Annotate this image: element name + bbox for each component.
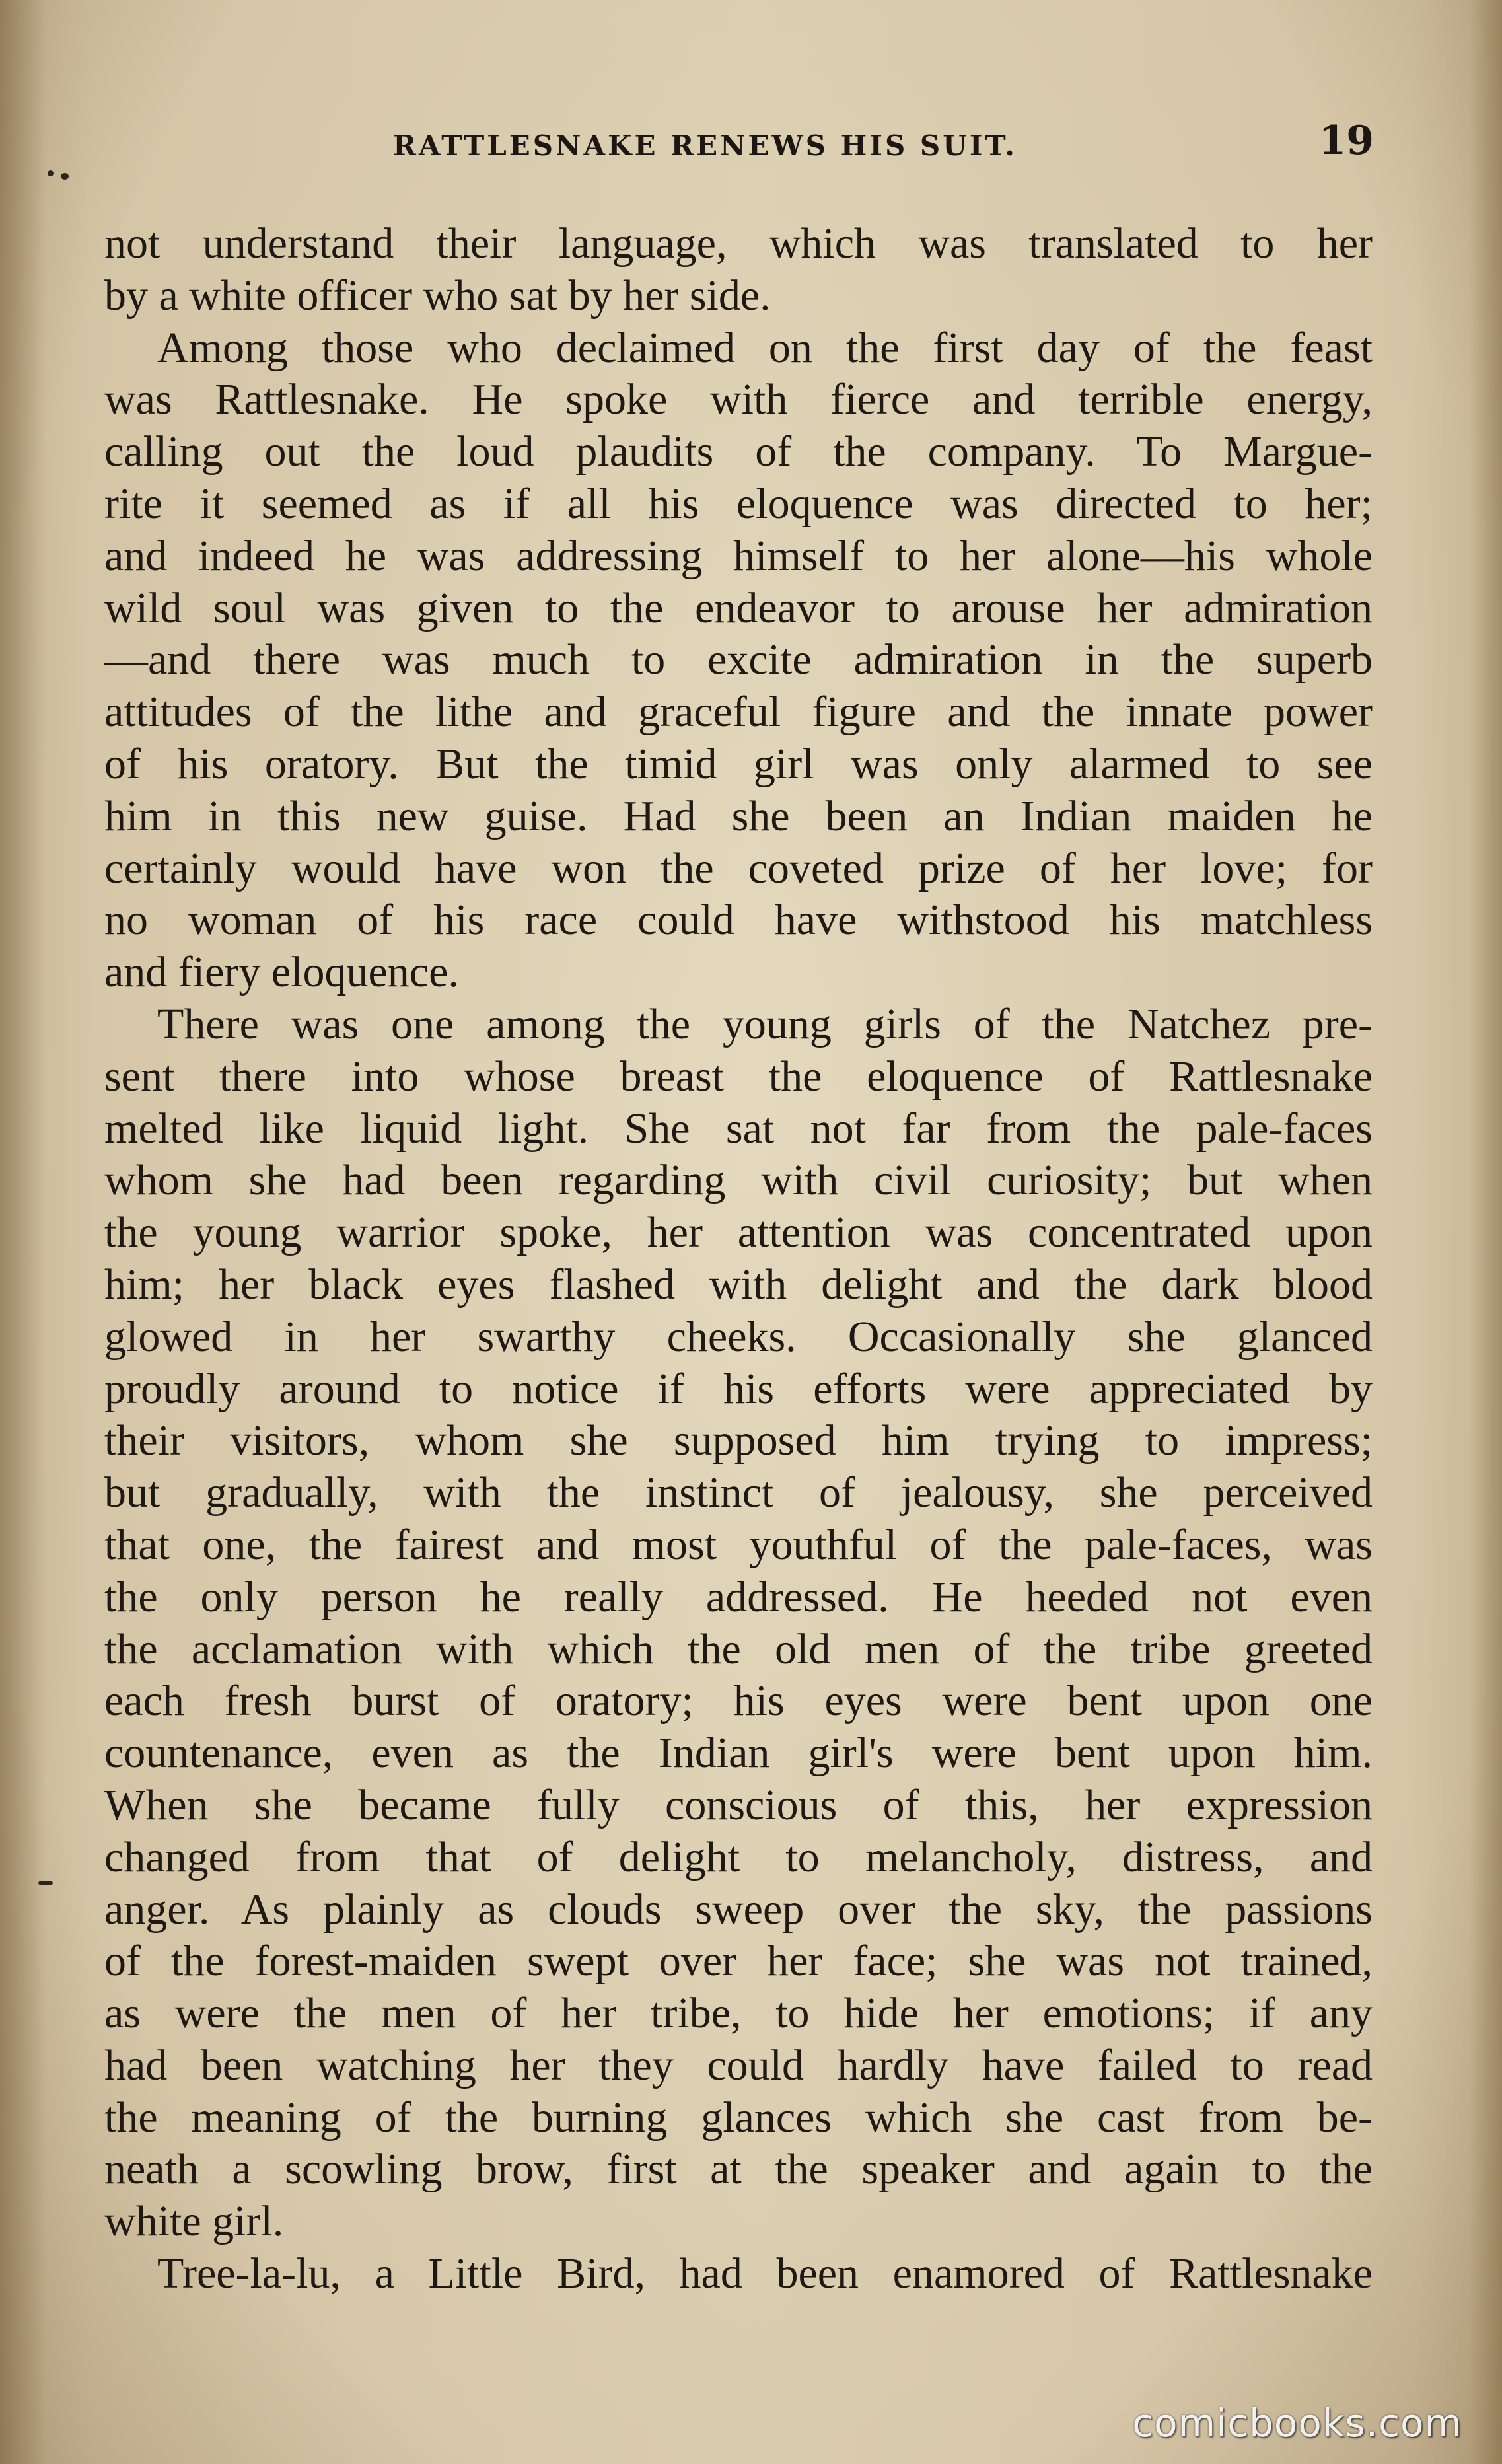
text-line: Among those who declaimed on the first day of the feast — [157, 323, 1373, 372]
text-line: sent there into whose breast the eloquence of Rattlesnake — [104, 1052, 1373, 1101]
text-line: whom she had been regarding with civil curiosity; but when — [104, 1156, 1373, 1205]
text-line: as were the men of her tribe, to hide her emotions; if any — [104, 1989, 1373, 2038]
text-line: the acclamation with which the old men of the tribe greeted — [104, 1624, 1373, 1673]
text-line: the only person he really addressed. He heeded not even — [104, 1572, 1373, 1621]
text-line: no woman of his race could have withstood his matchless — [104, 896, 1373, 945]
text-line: certainly would have won the coveted prize of her love; for — [104, 844, 1373, 892]
text-line: calling out the loud plaudits of the company. To Margue- — [104, 427, 1373, 476]
ink-speck — [48, 170, 54, 176]
text-line: their visitors, whom she supposed him trying to impress; — [104, 1416, 1373, 1465]
text-line: proudly around to notice if his efforts were appreciated by — [104, 1364, 1373, 1413]
text-line: glowed in her swarthy cheeks. Occasionally she glanced — [104, 1312, 1373, 1361]
text-line: There was one among the young girls of the Natchez pre- — [157, 999, 1373, 1048]
text-line: was Rattlesnake. He spoke with fierce and terrible energy, — [104, 375, 1373, 424]
ink-speck — [61, 173, 69, 180]
text-line: had been watching her they could hardly have failed to read — [104, 2041, 1373, 2089]
text-line: each fresh burst of oratory; his eyes were bent upon one — [104, 1677, 1373, 1725]
text-line: —and there was much to excite admiration in the superb — [104, 635, 1373, 684]
text-line: of the forest-maiden swept over her face; she was not trained, — [104, 1937, 1373, 1986]
text-line: neath a scowling brow, first at the speaker and again to the — [104, 2145, 1373, 2194]
text-line: white girl. — [104, 2197, 284, 2246]
text-line: him in this new guise. Had she been an Indian maiden he — [104, 791, 1373, 840]
text-line: not understand their language, which was translated to her — [104, 219, 1373, 268]
text-line: anger. As plainly as clouds sweep over the sky, the passions — [104, 1885, 1373, 1934]
ink-speck — [38, 1881, 53, 1885]
text-line: of his oratory. But the timid girl was only alarmed to see — [104, 739, 1373, 788]
text-line: by a white officer who sat by her side. — [104, 271, 771, 320]
watermark: comicbooks.com — [1132, 2401, 1462, 2446]
page-header — [106, 118, 1374, 177]
page-number: 19 — [1318, 118, 1374, 164]
running-head: RATTLESNAKE RENEWS HIS SUIT. — [393, 129, 1017, 162]
text-line: countenance, even as the Indian girl's were bent upon him. — [104, 1729, 1373, 1778]
text-line: the meaning of the burning glances which she cast from be- — [104, 2093, 1373, 2142]
spine-shadow — [0, 0, 46, 2464]
text-line: that one, the fairest and most youthful of the pale-faces, was — [104, 1520, 1373, 1569]
text-line: wild soul was given to the endeavor to arouse her admiration — [104, 583, 1373, 632]
page-edge-shadow — [1469, 0, 1502, 2464]
text-line: rite it seemed as if all his eloquence was directed to her; — [104, 479, 1373, 528]
text-line: the young warrior spoke, her attention was concentrated upon — [104, 1208, 1373, 1257]
text-line: melted like liquid light. She sat not far from the pale-faces — [104, 1104, 1373, 1153]
text-line: him; her black eyes flashed with delight and the dark blood — [104, 1260, 1373, 1309]
text-line: changed from that of delight to melancholy, distress, and — [104, 1832, 1373, 1881]
body-text — [104, 218, 1373, 2300]
text-line: When she became fully conscious of this, her expression — [104, 1780, 1373, 1829]
text-line: and indeed he was addressing himself to her alone—his whole — [104, 531, 1373, 580]
text-line: attitudes of the lithe and graceful figure and the innate power — [104, 688, 1373, 737]
text-line: Tree-la-lu, a Little Bird, had been enamored of Rattlesnake — [157, 2249, 1373, 2298]
text-line: and fiery eloquence. — [104, 948, 459, 997]
text-line: but gradually, with the instinct of jealousy, she perceived — [104, 1468, 1373, 1517]
